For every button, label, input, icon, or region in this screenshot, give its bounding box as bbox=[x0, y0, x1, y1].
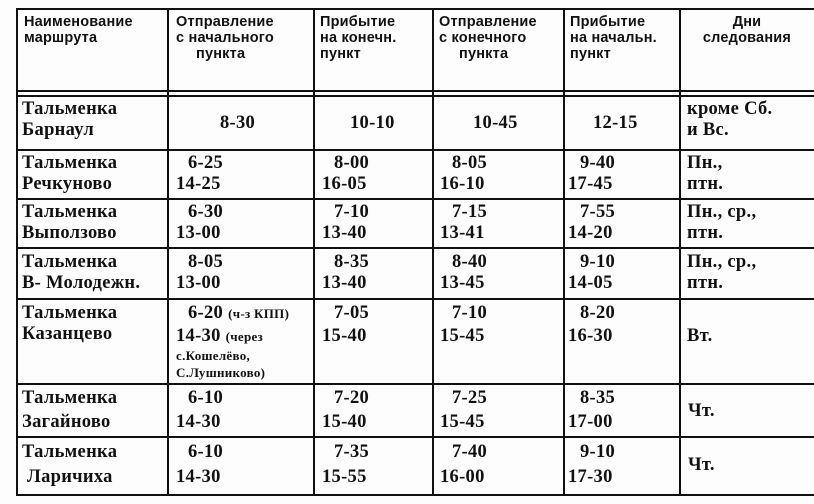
arrival-time bbox=[322, 388, 369, 432]
header-arrival-start bbox=[570, 14, 678, 63]
departure-time bbox=[176, 303, 312, 381]
row-separator bbox=[16, 95, 814, 97]
time-value: 8-35 bbox=[334, 252, 370, 272]
route-name bbox=[22, 388, 117, 432]
time-value: 6-10 bbox=[188, 388, 224, 408]
row-separator bbox=[16, 149, 814, 151]
header-line: Прибытие bbox=[570, 14, 646, 30]
arrival-time bbox=[568, 153, 615, 194]
route-note: (через bbox=[225, 328, 264, 344]
days-of-operation bbox=[687, 326, 713, 347]
time-value: 12-15 bbox=[593, 113, 638, 133]
route-note: С.Лушниково) bbox=[176, 364, 266, 380]
header-arrival-end bbox=[320, 14, 430, 63]
arrival-time bbox=[593, 113, 638, 134]
time-value: 8-35 bbox=[580, 388, 616, 408]
time-value: 9-40 bbox=[580, 153, 616, 173]
days-of-operation bbox=[687, 99, 772, 140]
time-value: 17-30 bbox=[568, 466, 613, 487]
time-value: 8-20 bbox=[580, 303, 616, 323]
time-value: 15-55 bbox=[322, 466, 367, 487]
days-line: Чт. bbox=[688, 455, 715, 475]
route-to: Барнаул bbox=[22, 119, 95, 140]
departure-time bbox=[473, 113, 518, 134]
time-value: 8-30 bbox=[220, 113, 256, 133]
time-value: 9-10 bbox=[580, 442, 616, 462]
days-line: птн. bbox=[687, 272, 724, 293]
days-line: птн. bbox=[687, 173, 724, 194]
header-line: Дни bbox=[732, 14, 762, 30]
time-value: 7-35 bbox=[334, 442, 370, 462]
time-value: 8-05 bbox=[188, 252, 224, 272]
departure-time bbox=[440, 252, 487, 293]
time-value: 15-40 bbox=[322, 411, 367, 432]
route-name bbox=[22, 303, 117, 344]
time-value: 6-20 bbox=[188, 303, 224, 323]
time-value: 15-40 bbox=[322, 325, 367, 346]
time-value: 14-30 bbox=[176, 466, 221, 487]
time-value: 13-41 bbox=[440, 222, 485, 243]
time-value: 6-30 bbox=[188, 202, 224, 222]
time-value: 13-40 bbox=[322, 272, 367, 293]
departure-time bbox=[440, 202, 487, 243]
time-value: 8-05 bbox=[452, 153, 488, 173]
route-from: Тальменка bbox=[22, 153, 118, 173]
days-line: Пн., bbox=[687, 153, 723, 173]
time-value: 13-40 bbox=[322, 222, 367, 243]
route-note: с.Кошелёво, bbox=[176, 348, 251, 364]
arrival-time bbox=[568, 388, 615, 432]
departure-time bbox=[440, 153, 487, 194]
route-name bbox=[22, 442, 117, 487]
arrival-time bbox=[322, 252, 369, 293]
route-to: Казанцево bbox=[22, 323, 113, 344]
time-value: 17-45 bbox=[568, 173, 613, 194]
row-separator bbox=[16, 436, 814, 438]
route-from: Тальменка bbox=[22, 252, 118, 272]
days-of-operation bbox=[687, 153, 723, 194]
header-line: пункта bbox=[196, 46, 246, 63]
time-value: 6-25 bbox=[188, 153, 224, 173]
table-border-top bbox=[16, 8, 814, 10]
days-line: и Вс. bbox=[687, 119, 729, 140]
time-value: 8-00 bbox=[334, 153, 370, 173]
route-from: Тальменка bbox=[22, 202, 118, 222]
time-value: 7-15 bbox=[452, 202, 488, 222]
days-of-operation bbox=[687, 202, 756, 243]
departure-time bbox=[176, 388, 223, 432]
header-departure-end bbox=[439, 14, 561, 63]
time-value: 7-10 bbox=[334, 202, 370, 222]
time-value: 7-55 bbox=[580, 202, 616, 222]
time-value: 14-30 bbox=[176, 411, 221, 432]
header-line: Отправление bbox=[176, 14, 274, 30]
header-line: на начальн. bbox=[570, 30, 657, 47]
time-value: 6-10 bbox=[188, 442, 224, 462]
route-from: Тальменка bbox=[22, 442, 118, 462]
arrival-time bbox=[350, 113, 395, 134]
days-line: кроме Сб. bbox=[687, 99, 773, 119]
days-line: Пн., ср., bbox=[687, 202, 757, 222]
time-value: 16-00 bbox=[440, 466, 485, 487]
header-days bbox=[684, 14, 810, 46]
header-line: маршрута bbox=[24, 30, 98, 47]
route-from: Тальменка bbox=[22, 99, 118, 119]
header-line: Прибытие bbox=[320, 14, 396, 30]
row-separator bbox=[16, 298, 814, 300]
table-border-bottom bbox=[16, 494, 814, 496]
arrival-time bbox=[322, 303, 369, 346]
row-separator bbox=[16, 247, 814, 249]
time-value: 16-05 bbox=[322, 173, 367, 194]
days-of-operation bbox=[688, 455, 715, 476]
arrival-time bbox=[568, 303, 615, 346]
time-value: 16-10 bbox=[440, 173, 485, 194]
arrival-time bbox=[322, 153, 369, 194]
time-value: 7-25 bbox=[452, 388, 488, 408]
time-value: 7-40 bbox=[452, 442, 488, 462]
time-value: 8-40 bbox=[452, 252, 488, 272]
header-line: на конечн. bbox=[320, 30, 397, 47]
departure-time bbox=[176, 442, 223, 487]
route-to: В- Молодежн. bbox=[22, 272, 141, 293]
header-line: пункта bbox=[459, 46, 509, 63]
time-value: 10-10 bbox=[350, 113, 395, 133]
departure-time bbox=[440, 442, 487, 487]
departure-time bbox=[220, 113, 255, 134]
departure-time bbox=[440, 303, 487, 346]
time-with-note bbox=[176, 303, 312, 324]
header-route bbox=[24, 14, 164, 46]
header-departure-start bbox=[176, 14, 310, 63]
route-name bbox=[22, 153, 117, 194]
time-value: 13-00 bbox=[176, 272, 221, 293]
arrival-time bbox=[568, 252, 615, 293]
route-note: (ч-з КПП) bbox=[228, 306, 290, 321]
time-value: 14-20 bbox=[568, 222, 613, 243]
time-value: 15-45 bbox=[440, 411, 485, 432]
route-from: Тальменка bbox=[22, 388, 118, 408]
time-value: 10-45 bbox=[473, 113, 518, 133]
time-with-note bbox=[176, 326, 312, 347]
departure-time bbox=[176, 153, 223, 194]
days-of-operation bbox=[688, 401, 715, 422]
arrival-time bbox=[322, 202, 369, 243]
column-separator bbox=[313, 8, 315, 495]
time-value: 15-45 bbox=[440, 325, 485, 346]
time-value: 14-30 bbox=[176, 325, 221, 346]
route-to: Речкуново bbox=[22, 173, 113, 194]
route-to: Ларичиха bbox=[27, 466, 113, 487]
header-line: Наименование bbox=[24, 14, 133, 30]
header-line: с начального bbox=[176, 30, 274, 47]
time-value: 7-10 bbox=[452, 303, 488, 323]
column-separator bbox=[563, 8, 565, 495]
route-to: Загайново bbox=[22, 411, 111, 432]
time-value: 13-00 bbox=[176, 222, 221, 243]
route-name bbox=[22, 252, 140, 293]
column-separator bbox=[679, 8, 681, 495]
header-line: Отправление bbox=[439, 14, 537, 30]
time-value: 16-30 bbox=[568, 325, 613, 346]
arrival-time bbox=[568, 442, 615, 487]
route-to: Выползово bbox=[22, 222, 117, 243]
column-separator bbox=[432, 8, 434, 495]
days-line: Чт. bbox=[688, 401, 715, 421]
departure-time bbox=[176, 252, 223, 293]
column-separator bbox=[167, 8, 169, 495]
time-value: 13-45 bbox=[440, 272, 485, 293]
header-separator bbox=[16, 90, 814, 92]
departure-time bbox=[176, 202, 223, 243]
time-value: 14-25 bbox=[176, 173, 221, 194]
header-line: пункт bbox=[320, 46, 361, 63]
time-value: 17-00 bbox=[568, 411, 613, 432]
time-value: 7-20 bbox=[334, 388, 370, 408]
header-line: пункт bbox=[570, 46, 611, 63]
header-line: следования bbox=[702, 30, 792, 47]
row-separator bbox=[16, 198, 814, 200]
route-from: Тальменка bbox=[22, 303, 118, 323]
days-line: Вт. bbox=[687, 326, 713, 346]
header-line: с конечного bbox=[439, 30, 527, 47]
days-of-operation bbox=[687, 252, 756, 293]
days-line: птн. bbox=[687, 222, 724, 243]
table-border-left bbox=[16, 8, 18, 495]
time-value: 7-05 bbox=[334, 303, 370, 323]
route-name bbox=[22, 99, 117, 140]
time-value: 9-10 bbox=[580, 252, 616, 272]
route-name bbox=[22, 202, 117, 243]
row-separator bbox=[16, 383, 814, 385]
departure-time bbox=[440, 388, 487, 432]
days-line: Пн., ср., bbox=[687, 252, 757, 272]
time-value: 14-05 bbox=[568, 272, 613, 293]
arrival-time bbox=[568, 202, 615, 243]
arrival-time bbox=[322, 442, 369, 487]
